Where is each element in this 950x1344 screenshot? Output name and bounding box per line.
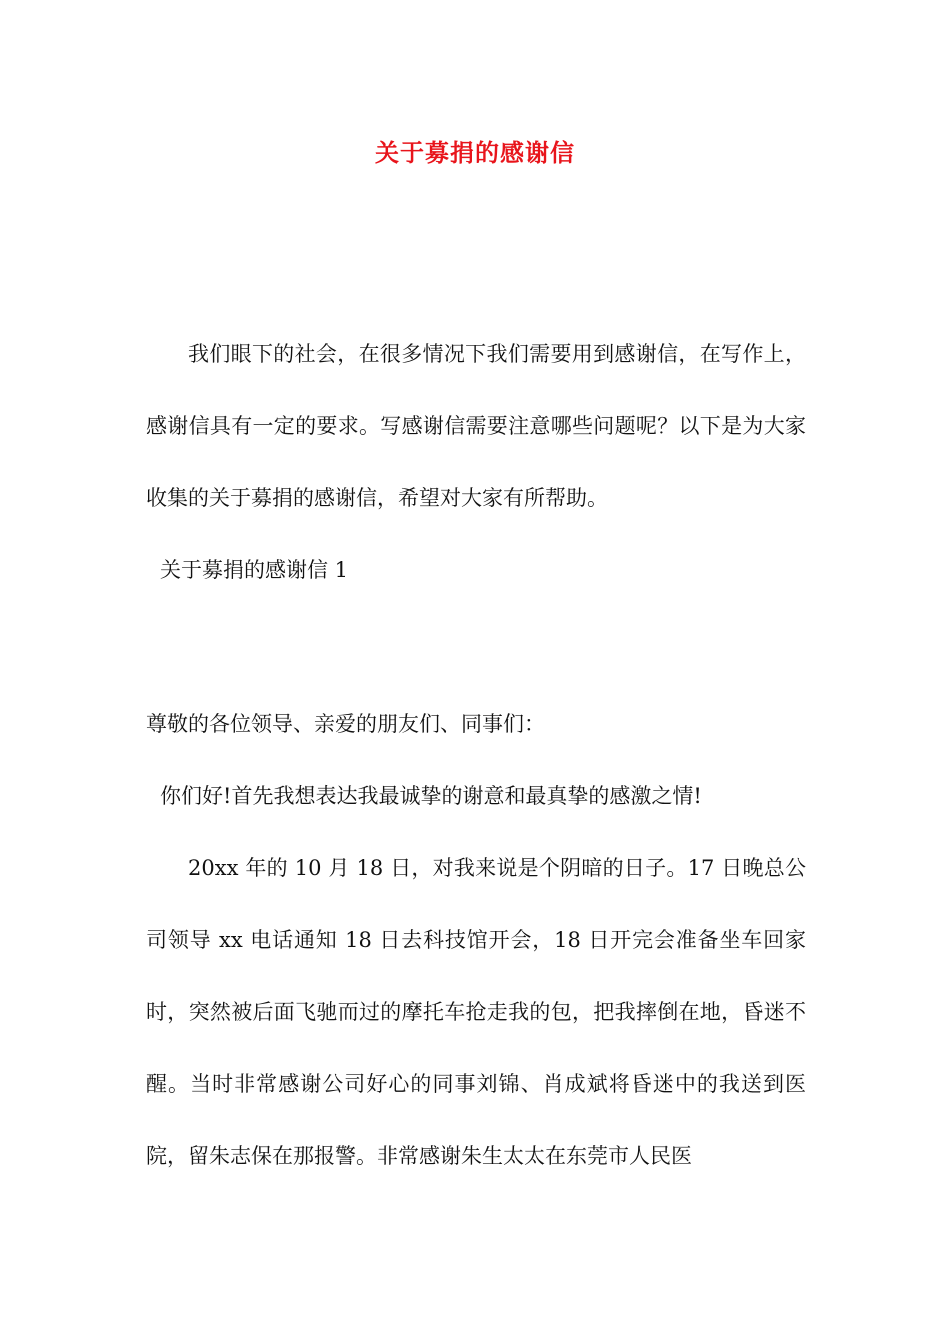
document-body [146, 318, 806, 1192]
story-paragraph: 20xx 年的 10 月 18 日，对我来说是个阴暗的日子。17 日晚总公司领导 xx 电话通知 18 日去科技馆开会，18 日开完会准备坐车回家时，突然被后面飞驰而过的摩托车抢走我的包，把我摔倒在地，昏迷不醒。当时非常感谢公司好心的同事刘锦、肖成斌将昏迷中的我送到医院，留朱志保在那报警。非常感谢朱生太太在东莞市人民医 [146, 856, 806, 1168]
salutation: 尊敬的各位领导、亲爱的朋友们、同事们： [146, 712, 545, 736]
greeting-paragraph: 你们好!首先我想表达我最诚挚的谢意和最真挚的感激之情! [160, 784, 702, 808]
blank-line [146, 606, 806, 688]
document-title: 关于募捐的感谢信 [375, 138, 575, 167]
intro-paragraph: 我们眼下的社会，在很多情况下我们需要用到感谢信，在写作上，感谢信具有一定的要求。写感谢信需要注意哪些问题呢？以下是为大家收集的关于募捐的感谢信，希望对大家有所帮助。 [146, 342, 806, 510]
section-heading: 关于募捐的感谢信 1 [160, 558, 349, 582]
